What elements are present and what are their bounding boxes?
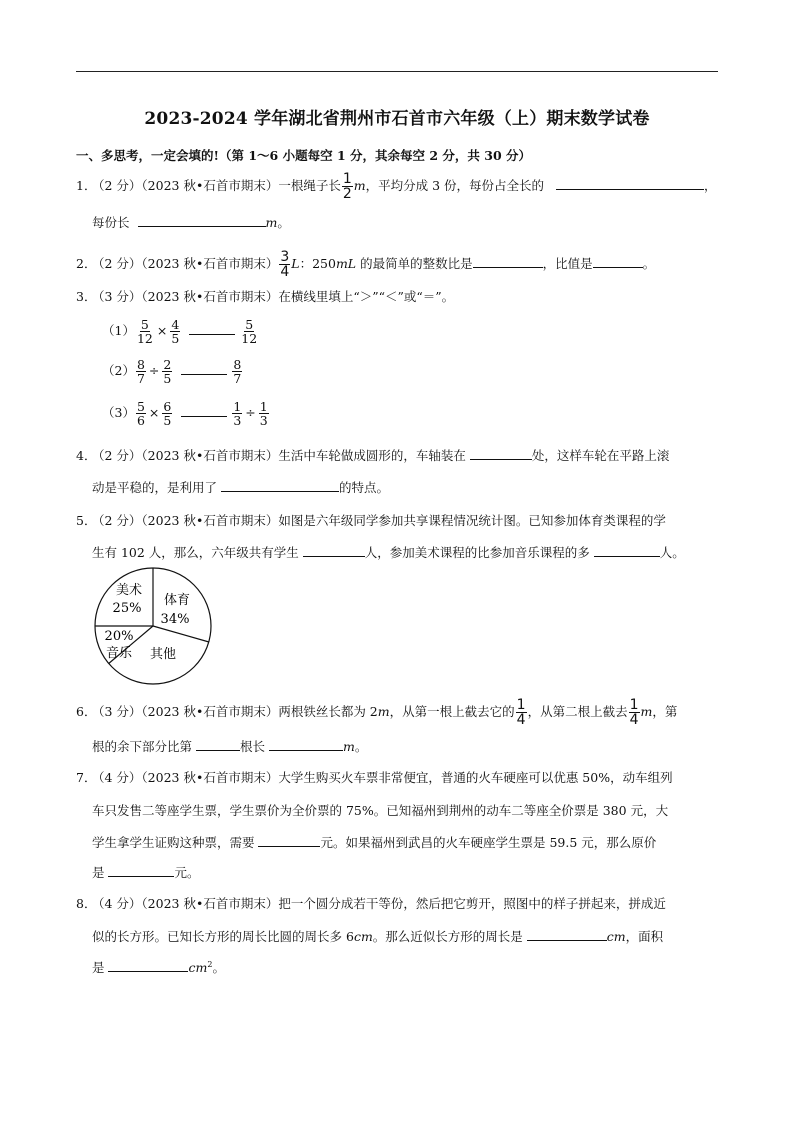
pie-label-art: 美术	[115, 583, 143, 598]
question-2: 2．（2 分）（2023 秋•石首市期末） $\frac{3}{4}$ L：250mL 的最简单的整数比是 ，比值是 。	[76, 249, 656, 280]
question-5-line2: 生有 102 人，那么，六年级共有学生 人，参加美术课程的比参加音乐课程的多 人。	[92, 545, 685, 560]
answer-blank[interactable]	[527, 928, 607, 941]
question-3-3: （3） $\frac{5}{6}$ × $\frac{6}{5}$ $\frac{1}{3}$ ÷ $\frac{1}{3}$	[102, 399, 268, 428]
pie-label-other: 其他	[149, 647, 177, 662]
question-7-line4: 是 元。	[92, 865, 200, 880]
answer-blank[interactable]	[594, 544, 660, 557]
fraction: $\frac{1}{4}$	[629, 697, 639, 728]
question-8-line2: 似的长方形。已知长方形的周长比圆的周长多 6cm。那么近似长方形的周长是 cm，面积	[92, 929, 664, 944]
question-3-2: （2） $\frac{8}{7}$ ÷ $\frac{2}{5}$ $\frac{8}{7}$	[102, 357, 242, 386]
pie-pct-art: 25%	[112, 601, 142, 616]
question-6: 6．（3 分）（2023 秋•石首市期末）两根铁丝长都为 2m，从第一根上截去它的 $\frac{1}{4}$ ，从第二根上截去 $\frac{1}{4}$ m，第	[76, 697, 678, 728]
question-3-1: （1） $\frac{5}{12}$ × $\frac{4}{5}$ $\frac{5}{12}$	[102, 317, 258, 346]
question-3: 3．（3 分）（2023 秋•石首市期末）在横线里填上“＞”“＜”或“＝”。	[76, 289, 455, 304]
answer-blank[interactable]	[196, 738, 240, 751]
answer-blank[interactable]	[221, 479, 339, 492]
answer-blank[interactable]	[593, 255, 643, 268]
question-4: 4．（2 分）（2023 秋•石首市期末）生活中车轮做成圆形的，车轴装在 处，这样车轮在平路上滚	[76, 448, 670, 463]
pie-label-pe: 体育	[163, 593, 191, 608]
section-heading: 一、多思考，一定会填的!（第 1～6 小题每空 1 分，其余每空 2 分，共 30 分）	[76, 148, 531, 163]
pie-label-music: 音乐	[105, 646, 133, 661]
fraction: $\frac{1}{2}$	[342, 171, 352, 202]
answer-blank[interactable]	[258, 834, 320, 847]
question-7-line2: 车只发售二等座学生票，学生票价为全价票的 75%。已知福州到荆州的动车二等座全价票是 380 元，大	[92, 803, 669, 818]
pie-divider	[153, 626, 209, 642]
question-4-line2: 动是平稳的，是利用了 的特点。	[92, 480, 389, 495]
question-7-line3: 学生拿学生证购这种票，需要 元。如果福州到武昌的火车硬座学生票是 59.5 元，那么原价	[92, 835, 657, 850]
answer-blank[interactable]	[470, 447, 532, 460]
question-8-line3: 是 $cm^2$。	[92, 959, 225, 975]
answer-blank[interactable]	[189, 322, 235, 335]
answer-blank[interactable]	[138, 214, 266, 227]
answer-blank[interactable]	[303, 544, 365, 557]
answer-blank[interactable]	[181, 362, 227, 375]
fraction: $\frac{1}{4}$	[516, 697, 526, 728]
question-6-line2: 根的余下部分比第 根长 m。	[92, 739, 368, 754]
question-1-line2: 每份长 m。	[92, 215, 290, 230]
pie-pct-music: 20%	[104, 629, 134, 644]
answer-blank[interactable]	[181, 404, 227, 417]
top-rule	[76, 71, 718, 72]
pie-pct-pe: 34%	[160, 612, 190, 627]
question-1: 1．（2 分）（2023 秋•石首市期末）一根绳子长 $\frac{1}{2}$ m，平均分成 3 份，每份占全长的 ，	[76, 171, 717, 202]
fraction: $\frac{3}{4}$	[280, 249, 290, 280]
answer-blank[interactable]	[269, 738, 343, 751]
page-title: 2023-2024 学年湖北省荆州市石首市六年级（上）期末数学试卷	[144, 109, 650, 129]
pie-chart	[93, 566, 217, 690]
question-5: 5．（2 分）（2023 秋•石首市期末）如图是六年级同学参加共享课程情况统计图。已知参加体育类课程的学	[76, 513, 666, 528]
question-8: 8．（4 分）（2023 秋•石首市期末）把一个圆分成若干等份，然后把它剪开，照图中的样子拼起来，拼成近	[76, 896, 666, 911]
answer-blank[interactable]	[108, 864, 174, 877]
answer-blank[interactable]	[556, 177, 704, 190]
question-7: 7．（4 分）（2023 秋•石首市期末）大学生购买火车票非常便宜，普通的火车硬座可以优惠 50%，动车组列	[76, 770, 673, 785]
answer-blank[interactable]	[108, 959, 188, 972]
answer-blank[interactable]	[473, 255, 543, 268]
